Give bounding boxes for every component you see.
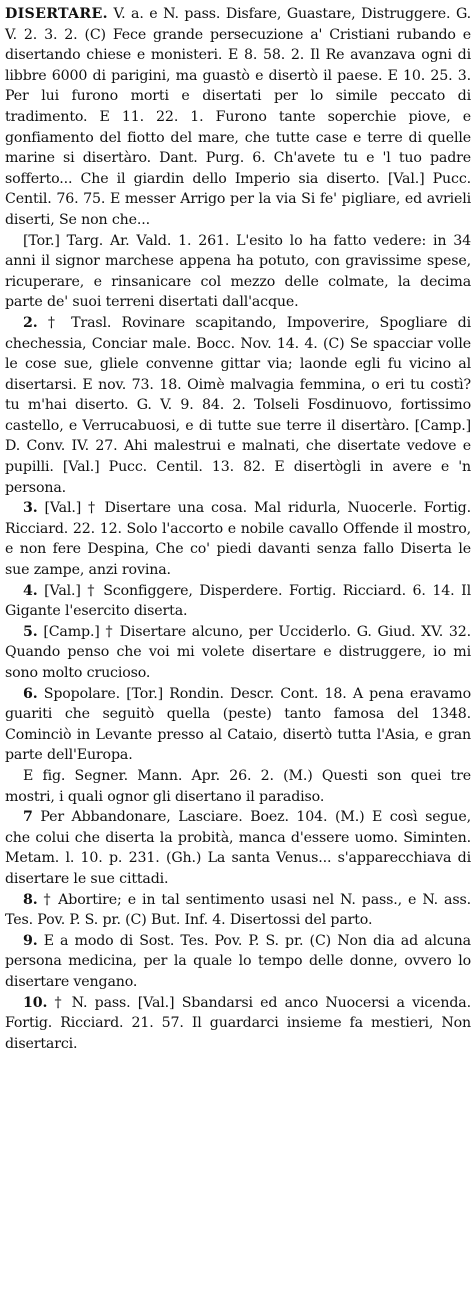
paragraph-text: [Val.] † Disertare una cosa. Mal ridurla, Nuocerle. Fortig. Ricciard. 22. 12. Solo l'accorto e nobile cavallo Offende il mostro, e non fere Despina, Che co' piedi davanti senza fallo Diserta le sue zampe, anzi rovina. xyxy=(5,500,471,579)
paragraph-text: [Val.] † Sconfiggere, Disperdere. Fortig. Ricciard. 6. 14. Il Gigante l'esercito diserta. xyxy=(5,582,471,620)
sense-number: 10. xyxy=(23,994,48,1011)
headword: DISERTARE. xyxy=(5,6,108,22)
sense-number: 7 xyxy=(23,809,33,826)
entry-paragraph-1 xyxy=(5,231,471,313)
paragraph-text: † N. pass. [Val.] Sbandarsi ed anco Nuocersi a vicenda. Fortig. Ricciard. 21. 57. Il guardarci insieme fa mestieri, Non disertarci. xyxy=(5,994,471,1052)
sense-number: 5. xyxy=(23,623,38,640)
paragraph-text: E a modo di Sost. Tes. Pov. P. S. pr. (C) Non dia ad alcuna persona medicina, per la quale lo tempo delle donne, ovvero lo disertare vengano. xyxy=(5,932,471,990)
entry-paragraph-11 xyxy=(5,993,471,1055)
sense-number: 8. xyxy=(23,891,38,908)
paragraph-text: Spopolare. [Tor.] Rondin. Descr. Cont. 18. A pena eravamo guariti che seguitò quella (peste) tanto famosa del 1348. Cominciò in Levante presso al Cataio, disertò tutta l'Asia, e gran parte dell'Europa. xyxy=(5,685,471,764)
entry-paragraph-10 xyxy=(5,931,471,993)
entry-paragraph-7 xyxy=(5,766,471,807)
paragraph-text: V. a. e N. pass. Disfare, Guastare, Distruggere. G. V. 2. 3. 2. (C) Fece grande persecuzione a' Cristiani rubando e disertando chiese e monisteri. E 8. 58. 2. Il Re avanzava ogni di libbre 6000 di parigini, ma guastò e disertò il paese. E 10. 25. 3. Per lui furono morti e disertati per lo simile peccato di tradimento. E 11. 22. 1. Furono tante soperchie piove, e gonfiamento del fiotto del mare, che tutte case e terre di quelle marine si disertàro. Dant. Purg. 6. Ch'avete tu e 'l tuo padre sofferto... Che il giardin dello Imperio sia diserto. [Val.] Pucc. Centil. 76. 75. E messer Arrigo per la via Si fe' pigliare, ed avrieli diserti, Se non che... xyxy=(5,6,471,228)
entry-paragraph-8 xyxy=(5,807,471,889)
paragraph-text: E fig. Segner. Mann. Apr. 26. 2. (M.) Questi son quei tre mostri, i quali ognor gli disertano il paradiso. xyxy=(5,767,471,805)
paragraph-text: † Abortire; e in tal sentimento usasi nel N. pass., e N. ass. Tes. Pov. P. S. pr. (C) But. Inf. 4. Disertossi del parto. xyxy=(5,891,471,929)
sense-number: 4. xyxy=(23,582,38,599)
entry-paragraph-6 xyxy=(5,684,471,766)
sense-number: 2. xyxy=(23,314,38,331)
sense-number: 3. xyxy=(23,500,38,517)
entry-paragraph-3 xyxy=(5,498,471,580)
entry-paragraph-0 xyxy=(5,4,471,231)
entry-paragraph-9 xyxy=(5,890,471,931)
paragraph-text: † Trasl. Rovinare scapitando, Impoverire, Spogliare di chechessia, Conciar male. Bocc. Nov. 14. 4. (C) Se spacciar volle le cose sue, gliele convenne gittar via; laonde egli fu vicino al disertarsi. E nov. 73. 18. Oimè malvagia femmina, o eri tu costì? tu m'hai diserto. G. V. 9. 84. 2. Tolseli Fosdinuovo, fortissimo castello, e Verrucabuosi, e di tutte sue terre il disertàro. [Camp.] D. Conv. IV. 27. Ahi malestrui e malnati, che disertate vedove e pupilli. [Val.] Pucc. Centil. 13. 82. E disertògli in avere e 'n persona. xyxy=(5,314,471,496)
paragraph-text: Per Abbandonare, Lasciare. Boez. 104. (M.) E così segue, che colui che diserta la probità, manca d'essere uomo. Siminten. Metam. l. 10. p. 231. (Gh.) La santa Venus... s'apparecchiava di disertare le sue cittadi. xyxy=(5,809,471,887)
paragraph-text: [Camp.] † Disertare alcuno, per Ucciderlo. G. Giud. XV. 32. Quando penso che voi mi volete disertare e distruggere, io mi sono molto crucioso. xyxy=(5,623,471,681)
entry-paragraph-5 xyxy=(5,622,471,684)
paragraph-text: [Tor.] Targ. Ar. Vald. 1. 261. L'esito lo ha fatto vedere: in 34 anni il signor marchese appena ha potuto, con gravissime spese, ricuperare, e rinsanicare col mezzo delle colmate, la decima parte de' suoi terreni disertati dall'acque. xyxy=(5,232,471,311)
sense-number: 9. xyxy=(23,932,38,949)
entry-paragraph-2 xyxy=(5,313,471,498)
sense-number: 6. xyxy=(23,685,38,702)
entry-paragraph-4 xyxy=(5,581,471,622)
